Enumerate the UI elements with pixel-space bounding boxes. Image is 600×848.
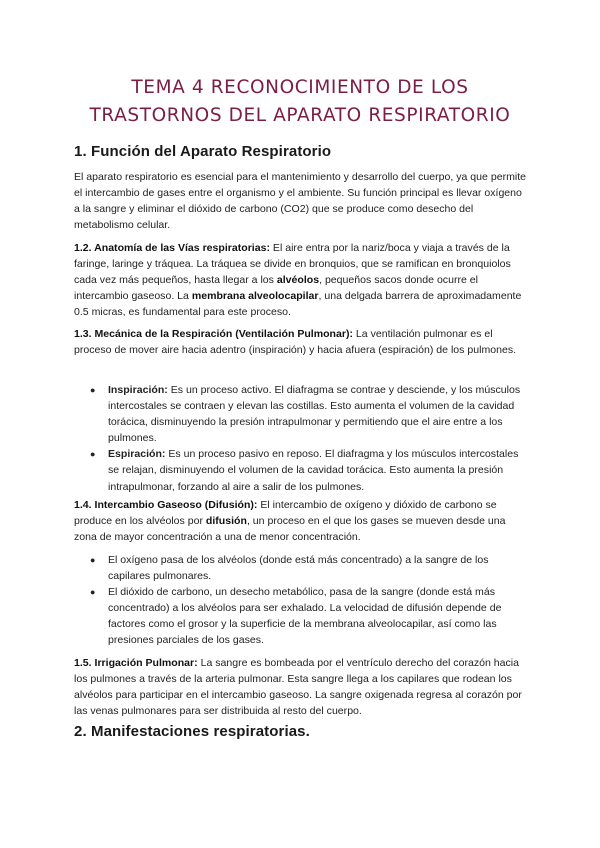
section-1-2-text-1: El aire entra por la nariz/boca y viaja a través de la faringe, laringe y tráquea. La tráquea se divide en bronquios, que se ramifican en bronquiolos cada vez más pequeños, hasta llegar a los (74, 242, 511, 287)
title-line-2: TRASTORNOS DEL APARATO RESPIRATORIO (89, 105, 511, 126)
list-item (90, 382, 526, 446)
section-1-2-text-3: , una delgada barrera de aproximadamente 0.5 micras, es fundamental para este proceso. (74, 290, 522, 319)
title-line-1: TEMA 4 RECONOCIMIENTO DE LOS (131, 77, 469, 98)
bullet-label: Espiración: (108, 448, 166, 461)
bullet-label: Inspiración: (108, 384, 168, 396)
bullet-text: Es un proceso activo. El diafragma se contrae y desciende, y los músculos intercostales se contraen y elevan las costillas. Esto aumenta el volumen de la cavidad torácica, disminuyendo la presión intrapulmonar y permitiendo que el aire entre a los pulmones. (108, 384, 521, 445)
section-1-3-paragraph (74, 326, 526, 358)
bullet-text: El dióxido de carbono, un desecho metabólico, pasa de la sangre (donde está más concentrado) a los alvéolos para ser exhalado. La velocidad de difusión depende de factores como el grosor y la superficie de la membrana alveolocapilar, así como las presiones parciales de los gases. (108, 586, 502, 647)
section-1-3-bullet-list (90, 382, 526, 495)
section-1-2-text-2: , pequeños sacos donde ocurre el intercambio gaseoso. La (74, 274, 478, 303)
bullet-icon: ● (90, 587, 96, 598)
section-1-2-paragraph (74, 240, 526, 320)
bullet-text: El oxígeno pasa de los alvéolos (donde está más concentrado) a la sangre de los capilares pulmonares. (108, 554, 489, 583)
list-item (90, 552, 526, 584)
term-alveolos: alvéolos (276, 274, 320, 287)
bullet-icon: ● (90, 449, 96, 460)
section-1-4-text-2: , un proceso en el que los gases se mueven desde una zona de mayor concentración a una de menor concentración. (74, 515, 506, 544)
section-1-3-text: La ventilación pulmonar es el proceso de mover aire hacia adentro (inspiración) y hacia afuera (espiración) de los pulmones. (74, 328, 517, 357)
section-2-heading: 2. Manifestaciones respiratorias. (74, 723, 310, 740)
page-title (0, 74, 600, 130)
section-1-2-label: 1.2. Anatomía de las Vías respiratorias: (74, 242, 270, 254)
list-item (90, 446, 526, 494)
section-1-4-bullet-list (90, 552, 526, 649)
bullet-icon: ● (90, 385, 96, 395)
section-1-3-label: 1.3. Mecánica de la Respiración (Ventilación Pulmonar): (74, 328, 353, 340)
section-1-5-text: La sangre es bombeada por el ventrículo derecho del corazón hacia los pulmones a través de la arteria pulmonar. Esta sangre llega a los capilares que rodean los alvéolos para participar en el intercambio gaseoso. La sangre oxigenada regresa al corazón por las venas pulmonares para ser distribuida al resto del cuerpo. (74, 657, 522, 718)
section-1-5-label: 1.5. Irrigación Pulmonar: (74, 657, 198, 669)
section-1-4-label: 1.4. Intercambio Gaseoso (Difusión): (74, 499, 258, 511)
section-1-heading: 1. Función del Aparato Respiratorio (74, 143, 332, 160)
term-difusion: difusión (205, 515, 247, 528)
bullet-icon: ● (90, 555, 96, 565)
section-1-intro: El aparato respiratorio es esencial para el mantenimiento y desarrollo del cuerpo, ya que permite el intercambio de gases entre el organismo y el ambiente. Su función principal es llevar oxígeno a la sangre y eliminar el dióxido de carbono (CO2) que se produce como desecho del metabolismo celular. (74, 171, 527, 232)
section-1-4-text-1: El intercambio de oxígeno y dióxido de carbono se produce en los alvéolos por (74, 499, 497, 528)
bullet-text: Es un proceso pasivo en reposo. El diafragma y los músculos intercostales se relajan, disminuyendo el volumen de la cavidad torácica. Esto aumenta la presión intrapulmonar, forzando al aire a salir de los pulmones. (108, 448, 519, 493)
list-item (90, 584, 526, 648)
section-1-5-paragraph (74, 655, 526, 719)
section-1-4-paragraph (74, 497, 526, 545)
term-membrana: membrana alveolocapilar (191, 290, 319, 303)
